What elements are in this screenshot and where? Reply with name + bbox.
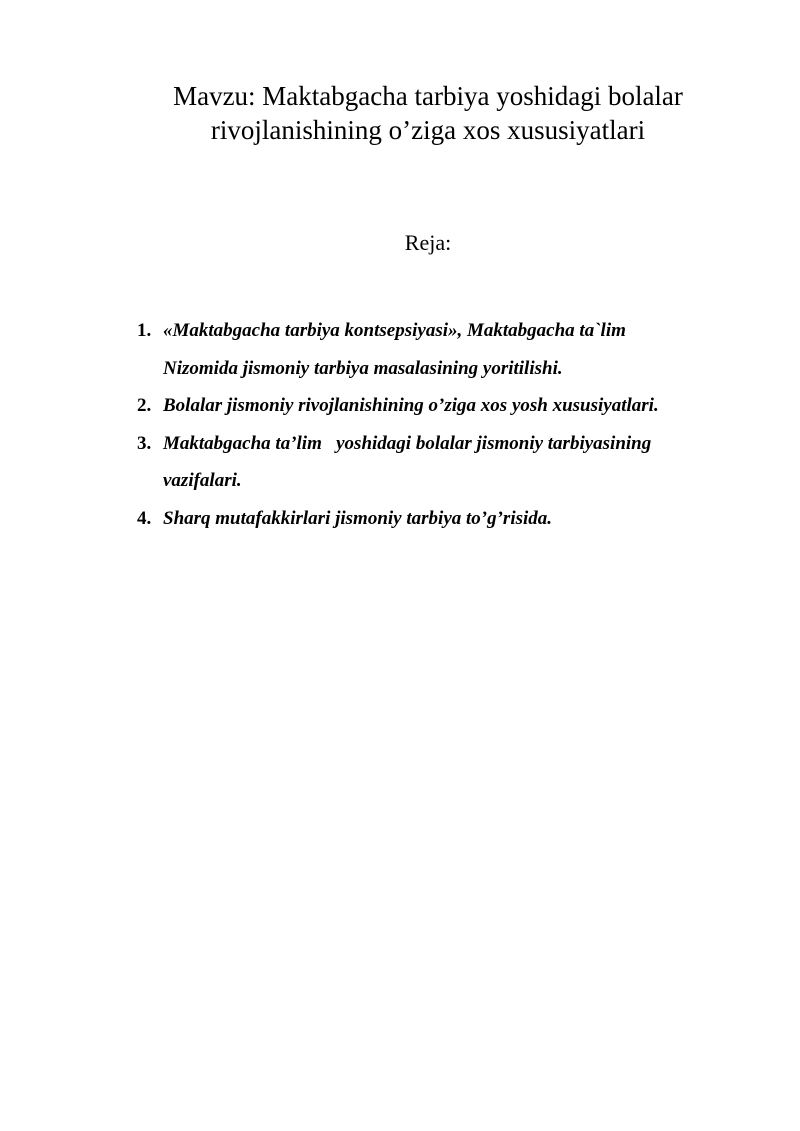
plan-item-number: 3. <box>137 432 152 454</box>
plan-item-number: 4. <box>137 507 152 529</box>
plan-item-2 <box>137 387 757 425</box>
plan-item-text-line-1: «Maktabgacha tarbiya kontsepsiyasi», Maktabgacha ta`lim <box>163 320 626 341</box>
title-line-1: Mavzu: Maktabgacha tarbiya yoshidagi bolalar <box>173 81 683 111</box>
plan-item-text-line-1: Sharq mutafakkirlari jismoniy tarbiya to’g’risida. <box>163 507 553 529</box>
plan-item-text-line-2: Nizomida jismoniy tarbiya masalasining yoritilishi. <box>163 357 563 379</box>
plan-item-text-line-1: Maktabgacha ta’lim yoshidagi bolalar jismoniy tarbiyasining <box>163 432 652 454</box>
plan-item-text-line-2: vazifalari. <box>163 470 242 491</box>
plan-heading: Reja: <box>404 230 452 255</box>
plan-item-text-line-1: Bolalar jismoniy rivojlanishining o’ziga xos yosh xususiyatlari. <box>163 395 659 416</box>
document-title <box>110 79 746 147</box>
plan-item-4 <box>137 500 757 538</box>
plan-item-3 <box>137 425 757 500</box>
plan-item-1 <box>137 312 757 387</box>
plan-list <box>137 312 757 537</box>
plan-item-number: 1. <box>137 320 152 341</box>
title-line-2: rivojlanishining o’ziga xos xususiyatlari <box>210 115 646 145</box>
plan-item-number: 2. <box>137 395 152 416</box>
